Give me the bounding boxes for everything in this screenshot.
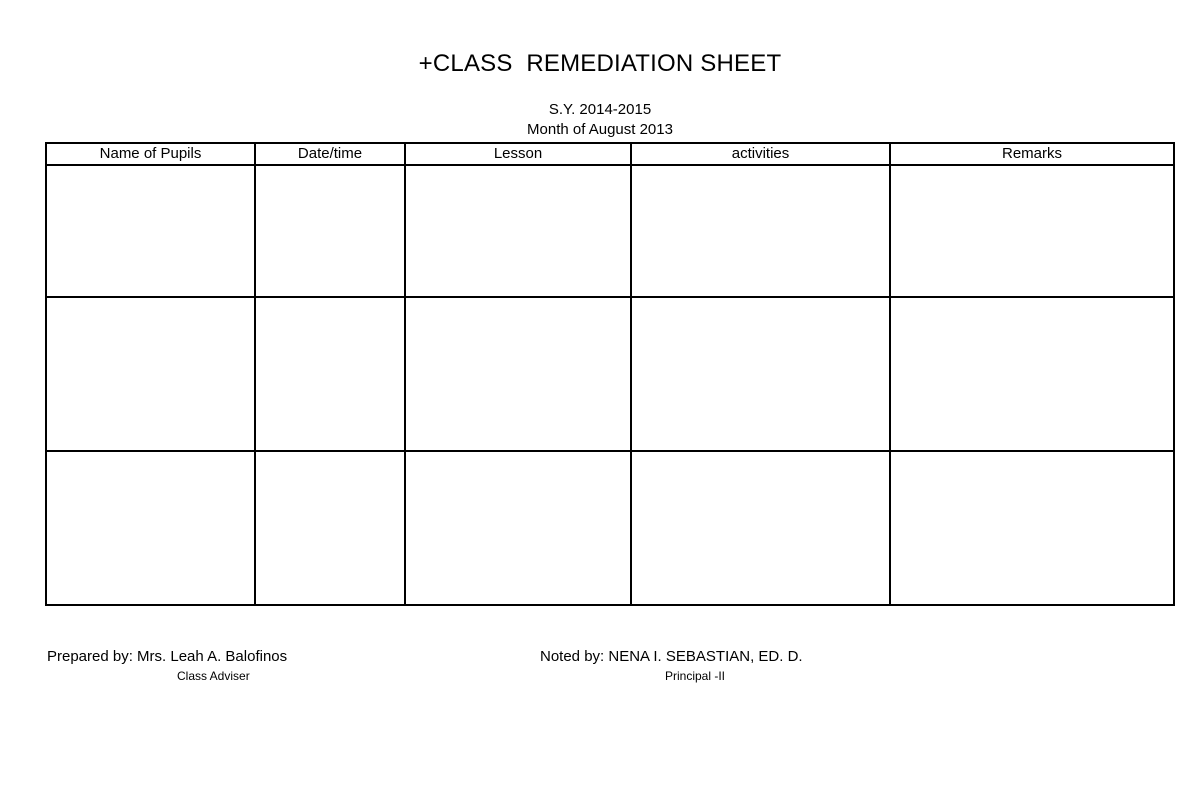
table-cell [255, 297, 405, 451]
remediation-table [45, 142, 1175, 606]
table-cell [405, 165, 631, 297]
school-year: S.Y. 2014-2015 [548, 101, 652, 118]
table-cell [46, 451, 255, 605]
table-row [46, 165, 1174, 297]
table-cell [255, 165, 405, 297]
table-cell [631, 165, 890, 297]
column-header-activities: activities [631, 143, 890, 165]
table-cell [890, 165, 1174, 297]
prepared-by-role: Class Adviser [177, 669, 250, 683]
table-cell [255, 451, 405, 605]
column-header-name-of-pupils: Name of Pupils [46, 143, 255, 165]
table-cell [631, 297, 890, 451]
noted-by-signature: Noted by: NENA I. SEBASTIAN, ED. D. [540, 648, 803, 665]
table-cell [405, 297, 631, 451]
column-header-remarks: Remarks [890, 143, 1174, 165]
table-header-row [46, 143, 1174, 165]
month-label: Month of August 2013 [527, 121, 673, 138]
table-cell [890, 297, 1174, 451]
document-title: +CLASS REMEDIATION SHEET [418, 50, 782, 77]
prepared-by-signature: Prepared by: Mrs. Leah A. Balofinos [47, 648, 288, 665]
table-row [46, 297, 1174, 451]
noted-by-role: Principal -II [665, 669, 726, 683]
table-cell [46, 297, 255, 451]
table-cell [631, 451, 890, 605]
column-header-lesson: Lesson [405, 143, 631, 165]
table-row [46, 451, 1174, 605]
table-cell [46, 165, 255, 297]
table-cell [890, 451, 1174, 605]
table-cell [405, 451, 631, 605]
column-header-date-time: Date/time [255, 143, 405, 165]
